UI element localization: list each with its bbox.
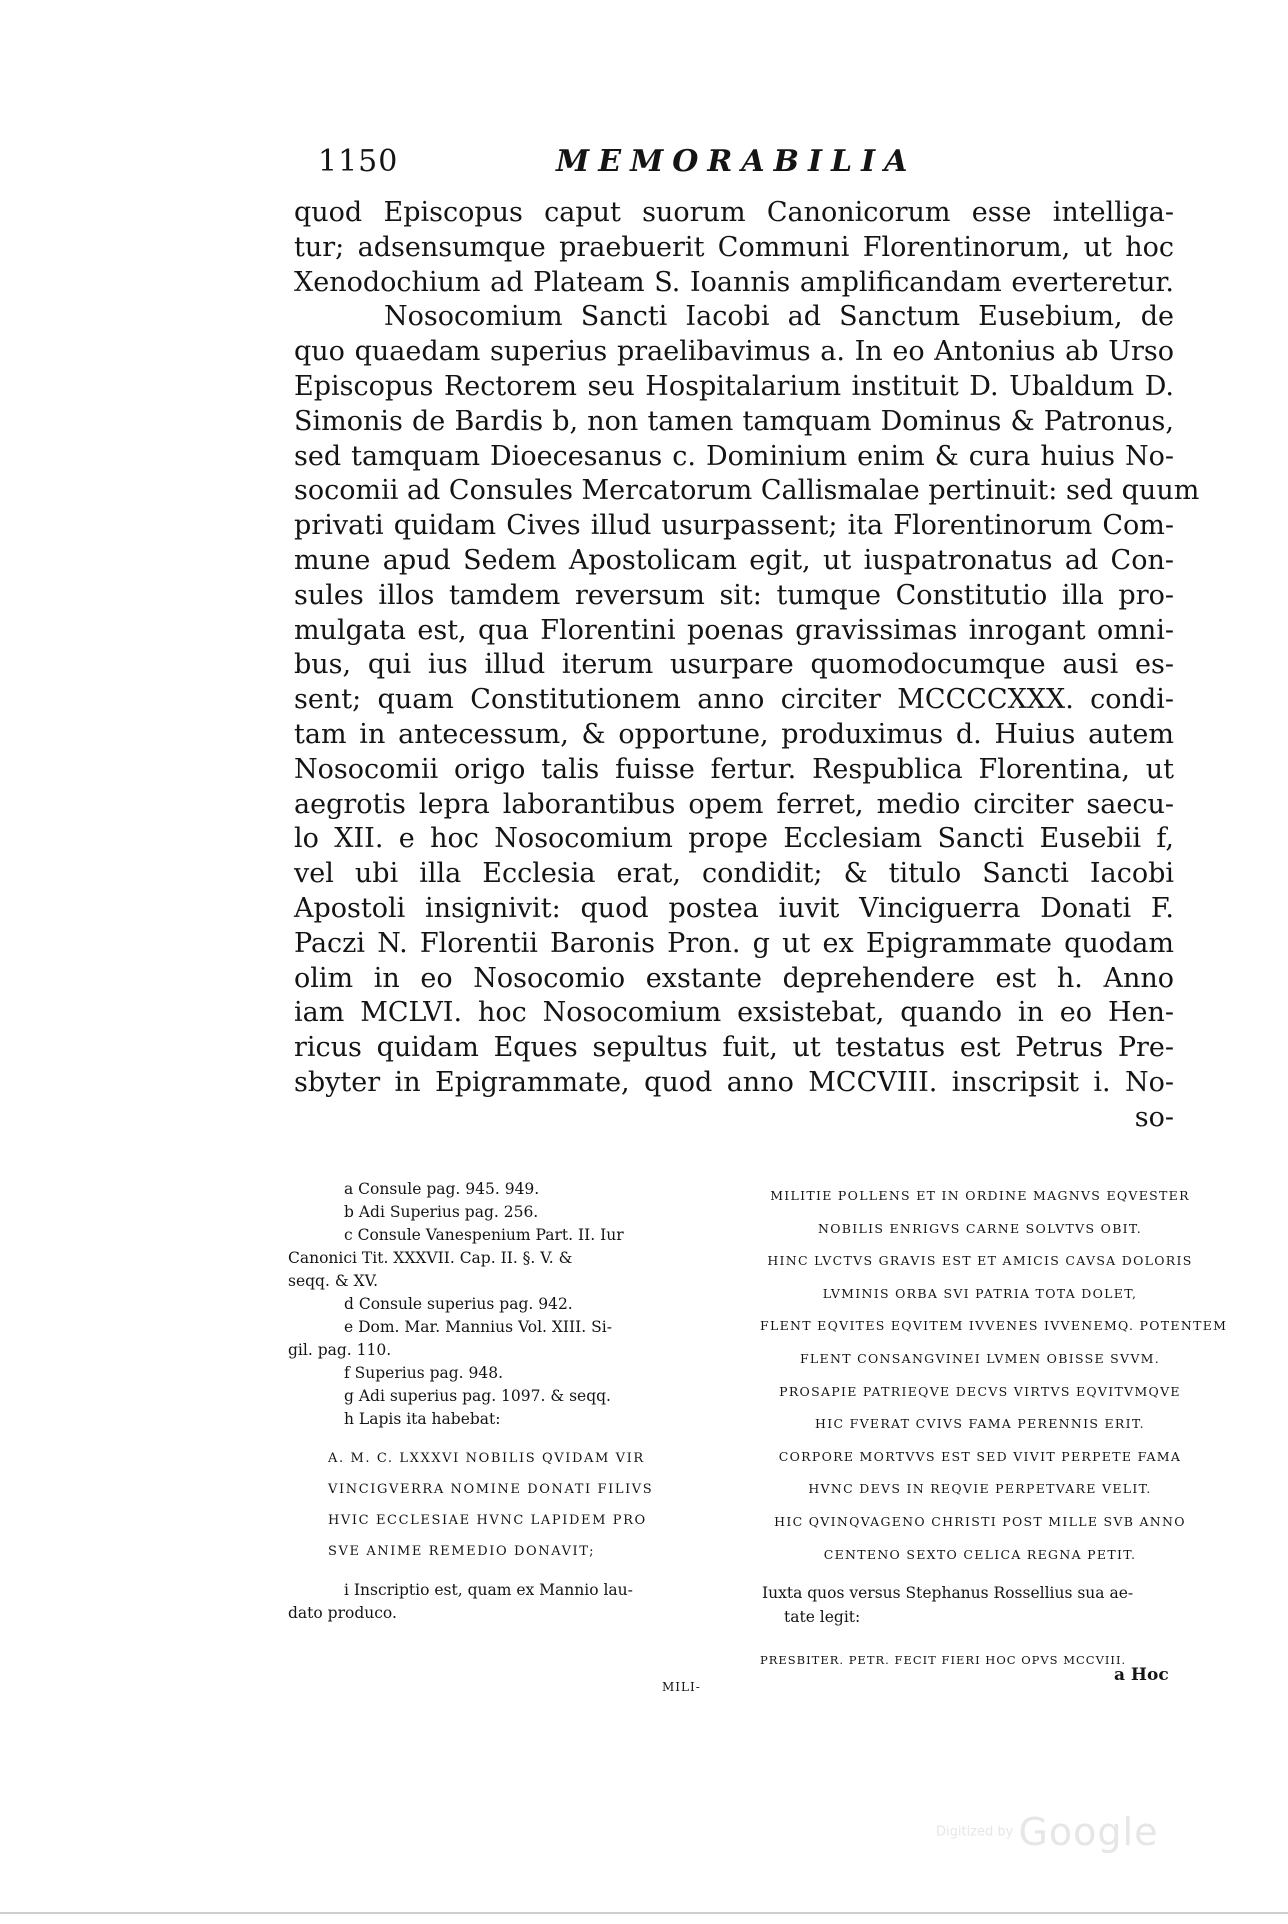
text-line: Nosocomium Sancti Iacobi ad Sanctum Eusebium, de (384, 301, 1174, 333)
text-line: Simonis de Bardis b, non tamen tamquam Dominus & Patronus, (294, 405, 1174, 437)
text-line: bus, qui ius illud iterum usurpare quomodocumque ausi es- (294, 649, 1174, 681)
epigram-line: HVNC DEVS IN REQVIE PERPETVARE VELIT. (808, 1481, 1152, 1497)
epigram-line: HINC LVCTVS GRAVIS EST ET AMICIS CAVSA DOLORIS (767, 1253, 1193, 1269)
footnotes-right-column (760, 1180, 1228, 1673)
scan-edge-line (0, 1912, 1288, 1914)
digitization-watermark (936, 1810, 1158, 1854)
page-header (318, 144, 1018, 184)
footnote: c Consule Vanespenium Part. II. Iur (344, 1226, 624, 1244)
epigram-line: LVMINIS ORBA SVI PATRIA TOTA DOLET, (822, 1285, 1138, 1301)
footnote: i Inscriptio est, quam ex Mannio lau- (344, 1581, 633, 1599)
text-line: tur; adsensumque praebuerit Communi Florentinorum, ut hoc (294, 231, 1174, 263)
text-line: Apostoli insignivit: quod postea iuvit Vinciguerra Donati F. (294, 892, 1174, 924)
text-line: Xenodochium ad Plateam S. Ioannis amplificandam everteretur. (294, 266, 1174, 298)
inscription-line: VINCIGVERRA NOMINE DONATI FILIVS (328, 1482, 654, 1497)
text-line: sent; quam Constitutionem anno circiter MCCCCXXX. condi- (294, 684, 1174, 716)
text-line: vel ubi illa Ecclesia erat, condidit; & titulo Sancti Iacobi (294, 858, 1174, 890)
main-text-block (294, 196, 1200, 1136)
epigram-line: CORPORE MORTVVS EST SED VIVIT PERPETE FAMA (778, 1448, 1182, 1464)
text-line: Episcopus Rectorem seu Hospitalarium instituit D. Ubaldum D. (294, 370, 1174, 402)
epigram-line: MILITIE POLLENS ET IN ORDINE MAGNVS EQVESTER (770, 1188, 1190, 1203)
epigram-line: HIC FVERAT CVIVS FAMA PERENNIS ERIT. (815, 1416, 1145, 1432)
text-line: sules illos tamdem reversum sit: tumque Constitutio illa pro- (294, 579, 1174, 611)
footnote: a Consule pag. 945. 949. (344, 1180, 540, 1198)
epigram-line: NOBILIS ENRIGVS CARNE SOLVTVS OBIT. (818, 1220, 1142, 1236)
text-line: mulgata est, qua Florentini poenas gravissimas inrogant omni- (294, 614, 1174, 646)
text-line: socomii ad Consules Mercatorum Callismalae pertinuit: sed quum (294, 475, 1200, 507)
text-line: lo XII. e hoc Nosocomium prope Ecclesiam Sancti Eusebii f, (294, 823, 1174, 855)
inscription-line: SVE ANIME REMEDIO DONAVIT; (328, 1544, 596, 1559)
epigram-line: PRESBITER. PETR. FECIT FIERI HOC OPVS MCCVIII. (760, 1653, 1127, 1668)
footnote: b Adi Superius pag. 256. (344, 1203, 539, 1221)
epigram-line: PROSAPIE PATRIEQVE DECVS VIRTVS EQVITVMQVE (779, 1383, 1181, 1399)
watermark-logo-text: Google (1018, 1810, 1159, 1854)
running-title: MEMORABILIA (556, 144, 917, 179)
epigram-line: FLENT EQVITES EQVITEM IVVENES IVVENEMQ. POTENTEM (760, 1318, 1228, 1334)
footnote: f Superius pag. 948. (344, 1364, 504, 1382)
watermark-small-text: Digitized by (936, 1824, 1014, 1840)
text-line: tam in antecessum, & opportune, produximus d. Huius autem (294, 718, 1174, 750)
note-line: tate legit: (784, 1608, 861, 1627)
footnote: seqq. & XV. (288, 1272, 378, 1290)
footnote: dato produco. (288, 1604, 397, 1622)
epigram-line: CENTENO SEXTO CELICA REGNA PETIT. (823, 1546, 1137, 1562)
text-line: mune apud Sedem Apostolicam egit, ut iuspatronatus ad Con- (294, 544, 1174, 576)
text-line: sed tamquam Dioecesanus c. Dominium enim & cura huius No- (294, 440, 1174, 472)
text-line: Paczi N. Florentii Baronis Pron. g ut ex Epigrammate quodam (294, 927, 1174, 959)
text-line: quod Episcopus caput suorum Canonicorum esse intelliga- (294, 197, 1174, 228)
text-line: sbyter in Epigrammate, quod anno MCCVIII. inscripsit i. No- (294, 1066, 1174, 1098)
text-line: ricus quidam Eques sepultus fuit, ut testatus est Petrus Pre- (294, 1032, 1174, 1064)
catchword: so- (1134, 1101, 1174, 1133)
catchword-right: a Hoc (1114, 1665, 1169, 1685)
catchword-left: MILI- (662, 1680, 701, 1694)
footnote: h Lapis ita habebat: (344, 1410, 501, 1428)
footnote: gil. pag. 110. (288, 1341, 392, 1359)
note-line: Iuxta quos versus Stephanus Rossellius sua ae- (762, 1584, 1134, 1603)
footnote: Canonici Tit. XXXVII. Cap. II. §. V. & (288, 1249, 573, 1267)
epigram-line: HIC QVINQVAGENO CHRISTI POST MILLE SVB ANNO (774, 1513, 1186, 1529)
epigram-line: FLENT CONSANGVINEI LVMEN OBISSE SVVM. (799, 1350, 1161, 1366)
footnotes-left-column (288, 1178, 734, 1625)
text-line: quo quaedam superius praelibavimus a. In eo Antonius ab Urso (294, 336, 1174, 368)
inscription-line: HVIC ECCLESIAE HVNC LAPIDEM PRO (328, 1513, 647, 1528)
text-line: iam MCLVI. hoc Nosocomium exsistebat, quando in eo Hen- (294, 997, 1174, 1029)
inscription-line: A. M. C. LXXXVI NOBILIS QVIDAM VIR (328, 1451, 645, 1466)
text-line: Nosocomii origo talis fuisse fertur. Respublica Florentina, ut (294, 753, 1174, 785)
page-number: 1150 (318, 144, 399, 179)
footnote: e Dom. Mar. Mannius Vol. XIII. Si- (344, 1318, 612, 1336)
text-line: olim in eo Nosocomio exstante deprehendere est h. Anno (294, 962, 1174, 994)
text-line: privati quidam Cives illud usurpassent; ita Florentinorum Com- (294, 510, 1174, 542)
footnote: g Adi superius pag. 1097. & seqq. (344, 1387, 611, 1405)
text-line: aegrotis lepra laborantibus opem ferret, medio circiter saecu- (294, 788, 1174, 820)
footnote: d Consule superius pag. 942. (344, 1295, 573, 1313)
